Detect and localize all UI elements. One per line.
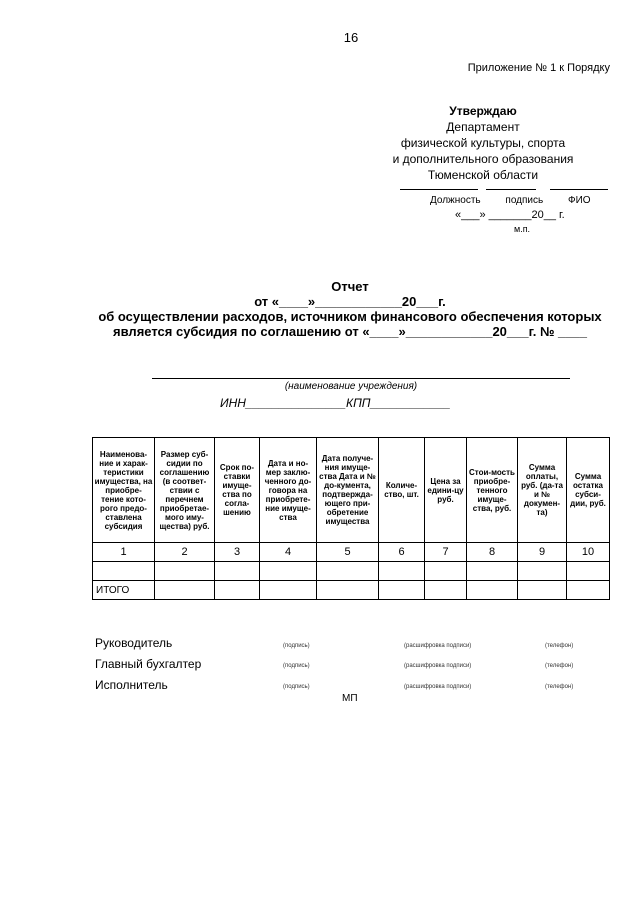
table-header-row	[93, 438, 610, 543]
appendix-label: Приложение № 1 к Порядку	[467, 62, 610, 74]
report-subtitle-2: является субсидия по соглашению от «____»____________20___г. № ____	[113, 324, 587, 339]
signature-caption: (расшифровка подписи)	[404, 684, 472, 690]
caption-signature: подпись	[505, 195, 544, 206]
number-cell: 5	[317, 543, 379, 562]
approval-line-1: Департамент	[446, 120, 520, 134]
signature-role: Исполнитель	[95, 678, 168, 692]
header-cell: Дата и но-мер заклю-ченного до-говора на приобрете-ние имуще-ства	[260, 438, 317, 543]
signature-caption: (телефон)	[545, 663, 574, 669]
header-cell: Цена за едини-цу руб.	[425, 438, 467, 543]
header-cell: Сумма оплаты, руб. (да-та и № докумен-та)	[518, 438, 567, 543]
report-date: от «____»____________20___г.	[254, 294, 446, 309]
signature-role: Руководитель	[95, 636, 173, 650]
signature-caption: (подпись)	[283, 684, 310, 690]
number-cell: 2	[155, 543, 215, 562]
inn-kpp-line: ИНН_______________КПП____________	[220, 396, 451, 410]
signature-caption: (расшифровка подписи)	[404, 663, 472, 669]
signature-caption: (подпись)	[283, 663, 310, 669]
signature-row-executor	[95, 678, 168, 692]
approval-captions	[430, 195, 613, 206]
number-cell: 3	[215, 543, 260, 562]
caption-position: Должность	[430, 195, 481, 206]
number-cell: 8	[467, 543, 518, 562]
signature-row-head	[95, 636, 172, 650]
approval-line-4: Тюменской области	[427, 168, 539, 182]
number-cell: 10	[567, 543, 610, 562]
report-title-block	[0, 279, 640, 339]
number-cell: 9	[518, 543, 567, 562]
caption-name: ФИО	[568, 195, 591, 206]
approval-line-3: и дополнительного образования	[392, 152, 574, 166]
approval-date: «___» _______20__ г.	[455, 209, 565, 221]
signature-caption: (телефон)	[545, 643, 574, 649]
report-title: Отчет	[331, 279, 369, 294]
header-cell: Количе-ство, шт.	[379, 438, 425, 543]
approval-block	[370, 103, 596, 183]
number-cell: 7	[425, 543, 467, 562]
number-cell: 6	[379, 543, 425, 562]
table-number-row	[93, 543, 610, 562]
header-cell: Сумма остатка субси-дии, руб.	[567, 438, 610, 543]
approval-signature-lines	[400, 181, 608, 195]
report-subtitle-1: об осуществлении расходов, источником финансового обеспечения которых	[98, 309, 602, 324]
header-cell: Размер суб-сидии по соглашению (в соответ-ствии с перечнем приобретае-мого иму-щества) руб.	[155, 438, 215, 543]
organization-line	[152, 377, 570, 379]
signature-role: Главный бухгалтер	[95, 657, 202, 671]
header-cell: Стои-мость приобре-тенного имуще-ства, руб.	[467, 438, 518, 543]
header-cell: Наименова-ние и харак-теристики имущества, на приобре-тение кото-рого предо-ставлена субсидия	[93, 438, 155, 543]
approval-line-2: физической культуры, спорта	[400, 136, 566, 150]
header-cell: Срок по-ставки имуще-ства по согла-шению	[215, 438, 260, 543]
table-empty-row	[93, 562, 610, 581]
table-total-row	[93, 581, 610, 600]
total-label: ИТОГО	[93, 581, 155, 600]
signature-caption: (подпись)	[283, 643, 310, 649]
signature-row-accountant	[95, 657, 201, 671]
report-table	[92, 437, 610, 600]
approval-title: Утверждаю	[449, 104, 517, 118]
page-number: 16	[343, 30, 359, 45]
stamp-label: МП	[342, 693, 358, 704]
signature-caption: (расшифровка подписи)	[404, 643, 472, 649]
organization-caption: (наименование учреждения)	[284, 381, 418, 392]
number-cell: 1	[93, 543, 155, 562]
number-cell: 4	[260, 543, 317, 562]
header-cell: Дата получе-ния имуще-ства Дата и № до-кумента, подтвержда-ющего при-обретение имущества	[317, 438, 379, 543]
approval-stamp: м.п.	[514, 224, 531, 234]
signature-caption: (телефон)	[545, 684, 574, 690]
